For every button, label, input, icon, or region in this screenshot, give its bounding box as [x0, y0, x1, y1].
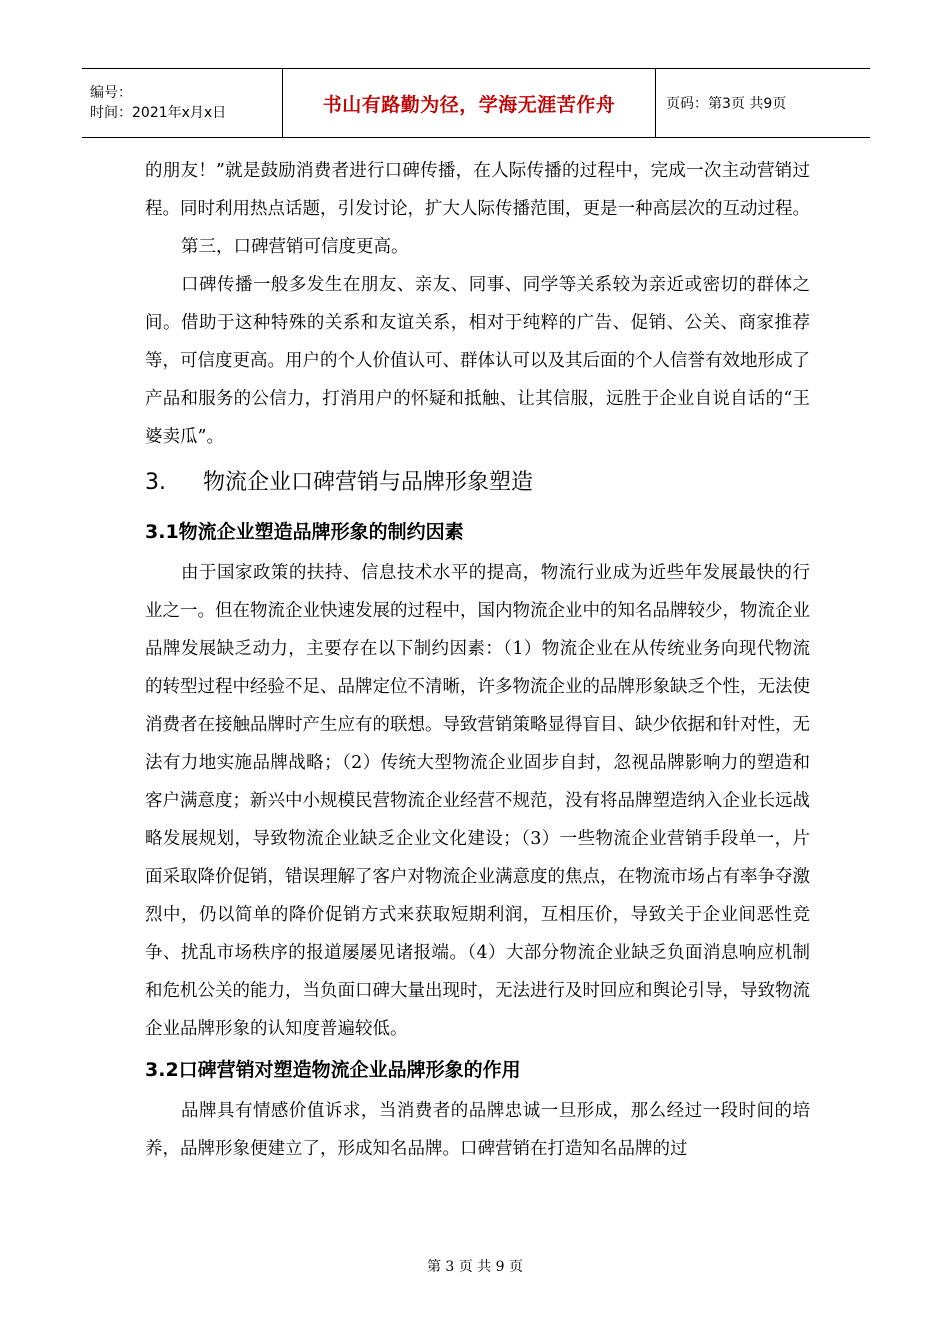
paragraph-credibility: 口碑传播一般多发生在朋友、亲友、同事、同学等关系较为亲近或密切的群体之间。借助于这种特殊的关系和友谊关系，相对于纯粹的广告、促销、公关、商家推荐等，可信度更高。用户的个人价值认可、群体认可以及其后面的个人信誉有效地形成了产品和服务的公信力，打消用户的怀疑和抵触、让其信服，远胜于企业自说自话的“王婆卖瓜”。 [145, 275, 810, 447]
section-title: 物流企业口碑营销与品牌形象塑造 [203, 470, 534, 495]
header-motto: 书山有路勤为径，学海无涯苦作舟 [282, 69, 656, 137]
paragraph-point-three: 第三，口碑营销可信度更高。 [181, 237, 409, 257]
header-meta [82, 69, 282, 137]
paragraph-brand-value: 品牌具有情感价值诉求，当消费者的品牌忠诚一旦形成，那么经过一段时间的培养，品牌形象便建立了，形成知名品牌。口碑营销在打造知名品牌的过 [145, 1101, 810, 1159]
date-label: 时间：2021年x月x日 [90, 105, 227, 121]
page-header [82, 68, 870, 138]
page-footer: 第 3 页 共 9 页 [426, 1259, 524, 1275]
document-body [145, 152, 810, 1168]
section-number: 3. [145, 470, 166, 495]
paragraph-constraints: 由于国家政策的扶持、信息技术水平的提高，物流行业成为近些年发展最快的行业之一。但在物流企业快速发展的过程中，国内物流企业中的知名品牌较少，物流企业品牌发展缺乏动力，主要存在以下制约因素：（1）物流企业在从传统业务向现代物流的转型过程中经验不足、品牌定位不清晰，许多物流企业的品牌形象缺乏个性，无法使消费者在接触品牌时产生应有的联想。导致营销策略显得盲目、缺少依据和针对性，无法有力地实施品牌战略；（2）传统大型物流企业固步自封，忽视品牌影响力的塑造和客户满意度；新兴中小规模民营物流企业经营不规范，没有将品牌塑造纳入企业长远战略发展规划，导致物流企业缺乏企业文化建设；（3）一些物流企业营销手段单一，片面采取降价促销，错误理解了客户对物流企业满意度的焦点，在物流市场占有率争夺激烈中，仍以简单的降价促销方式来获取短期利润，互相压价，导致关于企业间恶性竞争、扰乱市场秩序的报道屡屡见诸报端。（4）大部分物流企业缺乏负面消息响应机制和危机公关的能力，当负面口碑大量出现时，无法进行及时回应和舆论引导，导致物流企业品牌形象的认知度普遍较低。 [145, 563, 810, 1039]
paragraph-continued: 的朋友！”就是鼓励消费者进行口碑传播，在人际传播的过程中，完成一次主动营销过程。同时利用热点话题，引发讨论，扩大人际传播范围，更是一种高层次的互动过程。 [145, 161, 810, 219]
header-page-label: 页码：第3页 共9页 [666, 96, 787, 112]
section-heading-3 [145, 456, 810, 510]
subsection-heading-3-2: 3.2口碑营销对塑造物流企业品牌形象的作用 [145, 1059, 521, 1081]
serial-label: 编号： [90, 85, 132, 101]
subsection-heading-3-1: 3.1物流企业塑造品牌形象的制约因素 [145, 521, 464, 543]
